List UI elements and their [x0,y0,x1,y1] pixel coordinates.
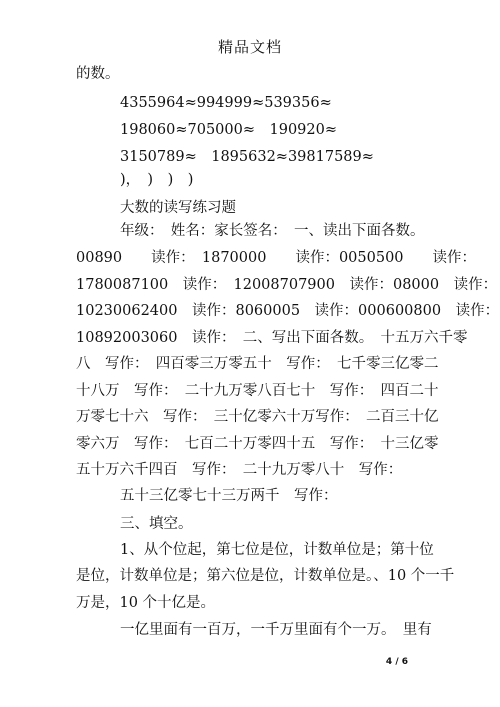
section-title: 三、填空。 [120,516,193,532]
text-line: 10892003060 读作： 二、写出下面各数。 十五万六千零 [76,330,468,346]
text-line: 1780087100 读作： 12008707900 读作：08000 读作： [76,277,498,293]
page-number: 4 / 6 [385,657,408,667]
text-line: 十八万 写作： 二十九万零八百七十 写作： 四百二十 [76,383,439,399]
text-line: 一亿里面有一百万，一千万里面有个一万。 里有 [120,622,432,638]
text-line: 万零七十六 写作： 三十亿零六十万写作： 二百三十亿 [76,409,439,425]
text-line: 10230062400 读作：8060005 读作：000600800 读作： [76,303,500,319]
text-line: 年级： 姓名：家长签名： 一、读出下面各数。 [120,223,425,239]
text-line: 4355964≈994999≈539356≈ [120,95,332,111]
text-line: 八 写作： 四百零三万零五十 写作： 七千零三亿零二 [76,356,439,372]
text-line: 的数。 [76,66,120,82]
text-line: 3150789≈ 1895632≈39817589≈ [120,149,374,165]
text-line: 零六万 写作： 七百二十万零四十五 写作： 十三亿零 [76,436,439,452]
section-title: 大数的读写练习题 [120,200,236,216]
text-line: 万是，10 个十亿是。 [76,595,216,611]
text-line: 1、从个位起，第七位是位，计数单位是；第十位 [120,542,434,558]
text-line: 五十万六千四百 写作： 二十九万零八十 写作： [76,462,403,478]
text-line: 是位，计数单位是；第六位是位，计数单位是。、10 个一千 [76,568,455,584]
text-line: 五十三亿零七十三万两千 写作： [120,488,338,504]
text-line: )， ) ) ) [120,172,194,188]
text-line: 00890 读作： 1870000 读作：0050500 读作： [76,250,477,266]
page-header-title: 精品文档 [217,38,282,56]
text-line: 198060≈705000≈ 190920≈ [120,122,338,138]
